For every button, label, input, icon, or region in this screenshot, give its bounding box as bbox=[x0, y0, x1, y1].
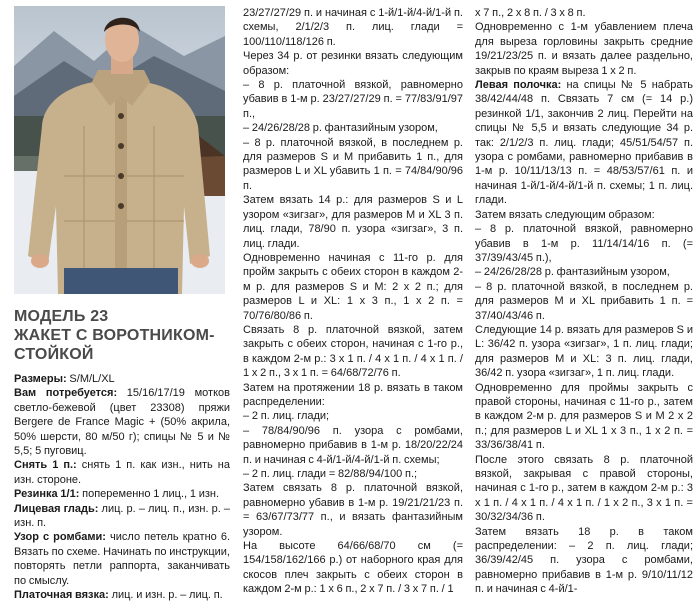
text-line: Затем связать 8 р. платочной вязкой, равномерно убавив в 1-м р. 19/21/21/23 п. = 63/67/73/77 п., и вязать фантазийным узором. bbox=[243, 482, 463, 538]
text-line bbox=[475, 525, 693, 597]
text: на спицы № 5 набрать 38/42/44/48 п. Связать 7 см (= 14 р.) резинкой 1/1, закончив 2 лиц. Перейти на спицы № 5,5 и вязать следующие 34 р. так: 2/1/2/3 п. лиц. глади; 45/51/54/57 п. узора с ромбами, равномерно прибавив в 1-м р. 10/11/13/13 п. = 48/53/57/61 п. и начиная 1-й/1-й/4-й/1-й п. схемы; 1 п. лиц. глади. bbox=[475, 79, 693, 207]
text-line bbox=[475, 323, 693, 381]
text-line: – 78/84/90/96 п. узора с ромбами, равномерно прибавив в 1-м р. 18/20/22/24 п. и начиная с 4-й/1-й/4-й/1-й п. схемы; bbox=[243, 424, 463, 466]
text: – 8 р. платочной вязкой, в последнем р. для размеров M и XL прибавить 1 п. = 37/40/43/46 п. bbox=[475, 280, 693, 322]
text-line: – 2 п. лиц. глади; bbox=[243, 410, 330, 423]
label: Лицевая гладь: bbox=[14, 502, 99, 515]
label: Вам потребуется: bbox=[14, 387, 118, 400]
text: лиц. р. – лиц. п., изн. р. – изн. п. bbox=[14, 502, 231, 530]
text-line bbox=[475, 265, 693, 279]
label: Размеры: bbox=[14, 373, 67, 385]
model-title-line-1: ЖАКЕТ С ВОРОТНИКОМ- bbox=[14, 327, 215, 344]
text-line bbox=[475, 381, 693, 453]
text: – 24/26/28/28 р. фантазийным узором, bbox=[475, 266, 670, 279]
text: S/M/L/XL bbox=[66, 373, 115, 385]
column-materials bbox=[14, 372, 230, 603]
text: Одновременно с 1-м убавлением плеча для выреза горловины закрыть средние 19/21/23/25 п. и вязать далее раздельно, закрыв по краям выреза 1 х 2 п. bbox=[475, 21, 693, 77]
text: – 8 р. платочной вязкой, равномерно убавив в 1-м р. 11/14/14/16 п. (= 37/39/43/45 п.), bbox=[475, 223, 693, 264]
text-line bbox=[475, 20, 693, 78]
label: Узор с ромбами: bbox=[14, 531, 106, 544]
text: Затем вязать 18 р. в таком распределении: – 2 п. лиц. глади; 36/39/42/45 п. узора с ромбами, равномерно прибавив в 1-м р. 9/10/11/12 п. и начиная с 4-й/1- bbox=[475, 525, 693, 596]
text: снять 1 п. как изн., нить на изн. стороне. bbox=[14, 459, 231, 486]
paragraph-rib bbox=[14, 487, 230, 501]
paragraph-slip-stitch bbox=[14, 458, 230, 487]
text-line: Одновременно начиная с 11-го р. для пройм закрыть с обеих сторон в каждом 2-м р. для размеров S и M: 2 х 2 п.; для размеров L и XL: 1 х 3 п., 1 х 2 п. = 70/76/80/86 п. bbox=[243, 251, 463, 322]
paragraph-left-front bbox=[475, 78, 693, 208]
cardigan-illustration bbox=[14, 6, 225, 294]
model-number: МОДЕЛЬ 23 bbox=[14, 308, 109, 325]
text-line: Затем вязать 14 р.: для размеров S и L узором «зигзаг», для размеров M и XL 3 п. лиц. глади, 78/90 п. узора «зигзаг», 3 п. лиц. глади. bbox=[243, 194, 463, 250]
text-line: – 24/26/28/28 р. фантазийным узором, bbox=[243, 122, 438, 135]
model-photo bbox=[14, 6, 225, 294]
text: После этого связать 8 р. платочной вязкой, закрывая с правой стороны, начиная с 1-го р., затем в каждом 2-м р.: 3 х 1 п. / 4 х 1 п. / 4 х 1 п. / 1 х 2 п., 3 х 1 п. = 30/32/34/36 п. bbox=[475, 453, 693, 524]
text-line bbox=[475, 453, 693, 525]
paragraph-sizes bbox=[14, 372, 230, 386]
text: число петель кратно 6. Вязать по схеме. Начинать по инструкции, повторять петли раппорта, заканчивать по смыслу. bbox=[14, 531, 230, 587]
text-line bbox=[475, 280, 693, 323]
text-line: – 8 р. платочной вязкой, в последнем р. для размеров S и M прибавить 1 п., для размеров L и XL убавить 1 п. = 74/84/90/96 п. bbox=[243, 136, 463, 192]
text: Следующие 14 р. вязать для размеров S и L: 36/42 п. узора «зигзаг», 1 п. лиц. глади; для размеров M и XL: 3 п. лиц. глади, 36/42 п. узора «зигзаг», 1 п. лиц. глади. bbox=[475, 323, 693, 380]
text-line: 23/27/27/29 п. и начиная с 1-й/1-й/4-й/1-й п. схемы, 2/1/2/3 п. лиц. глади = 100/110/118/126 п. bbox=[243, 7, 463, 48]
paragraph-materials bbox=[14, 386, 230, 458]
text-line: – 2 п. лиц. глади = 82/88/94/100 п.; bbox=[243, 468, 418, 480]
model-title-line-2: СТОЙКОЙ bbox=[14, 346, 94, 363]
text: х 7 п., 2 х 8 п. / 3 х 8 п. bbox=[475, 7, 586, 19]
paragraph-stockinette bbox=[14, 502, 230, 531]
text-line bbox=[475, 222, 693, 265]
text: Одновременно для проймы закрыть с правой стороны, начиная с 11-го р., затем в каждом 2-м р. для размеров S и M 2 х 2 п.; для размеров L и XL 1 х 3 п., 1 х 2 п. = 33/36/38/41 п. bbox=[475, 381, 693, 452]
text: 15/16/17/19 мотков светло-бежевой (цвет 23308) пряжи Bergere de France Magic + (50% акрила, 50% шерсти, 80 м/50 г); спицы № 5 и № 5,5; 5 пуговиц. bbox=[14, 387, 230, 458]
column-back-instructions bbox=[243, 6, 463, 597]
text-line: Связать 8 р. платочной вязкой, затем закрыть с обеих сторон, начиная с 1-го р., в каждом 2-м р.: 3 х 1 п. / 4 х 1 п. / 4 х 1 п. / 1 х 2 п., 3 х 1 п. = 64/68/72/76 п. bbox=[243, 323, 463, 380]
text: лиц. и изн. р. – лиц. п. bbox=[108, 589, 223, 602]
column-left-front-instructions bbox=[475, 6, 693, 597]
text-line bbox=[475, 6, 693, 20]
text: Затем вязать следующим образом: bbox=[475, 208, 655, 221]
text-line: – 8 р. платочной вязкой, равномерно убавив в 1-м р. 23/27/27/29 п. = 77/83/91/97 п., bbox=[243, 79, 463, 120]
text: попеременно 1 лиц., 1 изн. bbox=[79, 488, 220, 501]
label: Резинка 1/1: bbox=[14, 488, 80, 501]
label: Снять 1 п.: bbox=[14, 459, 77, 472]
paragraph-garter bbox=[14, 588, 230, 602]
text-line: Через 34 р. от резинки вязать следующим образом: bbox=[243, 50, 463, 77]
label: Левая полочка: bbox=[475, 79, 562, 92]
text-line: Затем на протяжении 18 р. вязать в таком распределении: bbox=[243, 381, 463, 408]
paragraph-diamond-pattern bbox=[14, 530, 230, 588]
text-line: На высоте 64/66/68/70 см (= 154/158/162/166 р.) от наборного края для скосов плеч закрыть с обеих сторон в каждом 2-м р.: 1 х 6 п., 2 х 7 п. / 3 х 7 п. / 1 bbox=[243, 540, 463, 596]
model-title bbox=[14, 307, 229, 364]
label: Платочная вязка: bbox=[14, 589, 109, 602]
text-line bbox=[475, 208, 693, 222]
